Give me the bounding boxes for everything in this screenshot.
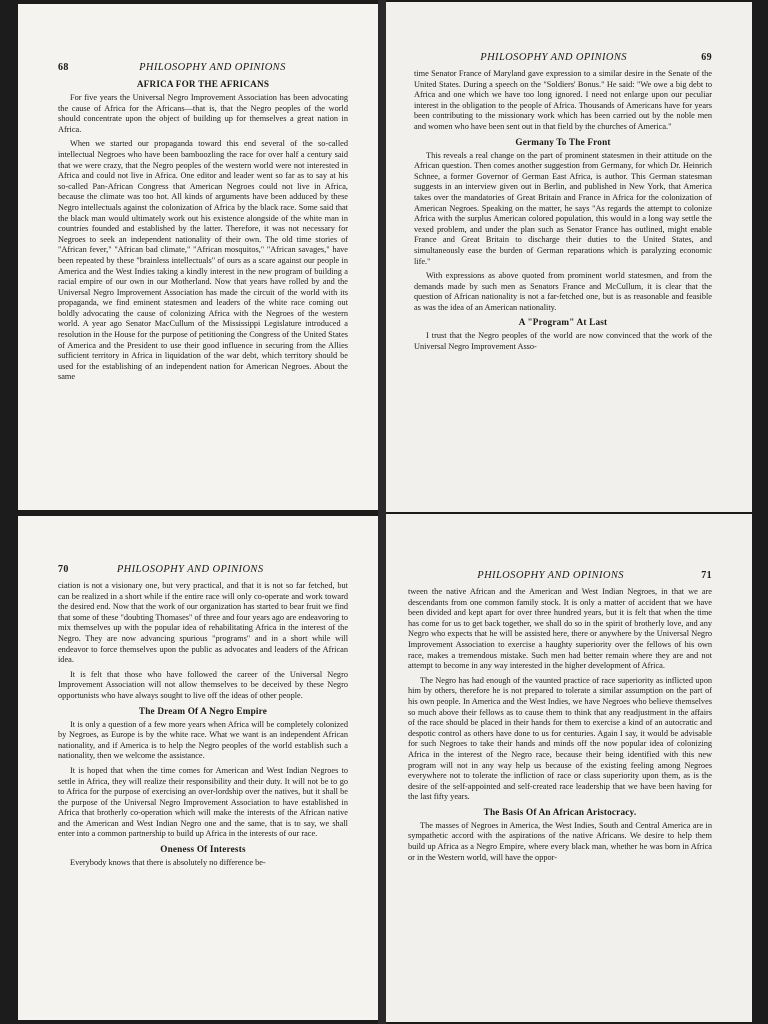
page-number: 71 <box>701 570 712 581</box>
paragraph: The Negro has had enough of the vaunted practice of race superiority as inflicted upon him by others, therefore he is not prepared to tolerate a similar assumption on the part of his own people. In America and the West Indies, we have Negroes who believe themselves so much above their fellows as to cause them to think that any readjustment in the affairs of the race should be placed in their hands for them to exercise a kind of an autocratic and despotic control as others have done to us for centuries. Again I say, it would be advisable for such Negroes to take their hands and minds off the now popular idea of colonizing Africa in the interest of the Negro race, because their being identified with this new program will not in any way help us because of the existing feeling among Negroes everywhere not to tolerate the infliction of race or class superiority upon them, as is the desire of the self-appointed and self-created race leadership that we have been having for the last fifty years. <box>408 675 712 802</box>
book-page-69 <box>386 2 752 512</box>
paragraph: time Senator France of Maryland gave expression to a similar desire in the Senate of the United States. During a speech on the "Soldiers' Bonus." He said: "We owe a big debt to Africa and one which we have too long ignored. I need not enlarge upon our peculiar interest in the obligation to the people of Africa. Thousands of Americans have for years been contributing to the missionary work which has been carried out by the noble men and women who have been sent out in that field by the churches of America." <box>414 69 712 131</box>
running-title: PHILOSOPHY AND OPINIONS <box>480 52 627 63</box>
paragraph: When we started our propaganda toward this end several of the so-called intellectual Negroes who have been bamboozling the race for over half a century said that we were crazy, that the Negro peoples of the western world were not interested in Africa and could not live in Africa. One editor and leader went so far as to say at his so-called Pan-African Congress that American Negroes could not live in Africa, because the climate was too hot. All kinds of arguments have been adduced by these Negro intellectuals against the colonization of Africa by the black race. Some said that the black man would ultimately work out his existence alongside of the white man in countries founded and established by the latter. Therefore, it was not necessary for Negroes to seek an independent nationality of their own. The old time stories of "African fever," "African bad climate," "African mosquitos," "African savages," have been repeated by these "brainless intellectuals" of ours as a scare against our people in America and the West Indies taking a kindly interest in the new program of building a racial empire of our own in our Motherland. Now that years have rolled by and the Universal Negro Improvement Association has made the circuit of the world with its propaganda, we find eminent statesmen and leaders of the white race coming out boldly advocating the cause of colonizing Africa with the Negroes of the western world. A year ago Senator MacCullum of the Mississippi Legislature introduced a resolution in the House for the purpose of petitioning the Congress of the United States of America and the President to use their good influence in securing from the Allies sufficient territory in Africa in liquidation of the war debt, which territory should be used for the establishing of an independent nation for American Negroes. About the same <box>58 139 348 382</box>
section-heading: A "Program" At Last <box>518 317 608 328</box>
section-heading: The Dream Of A Negro Empire <box>138 705 268 716</box>
paragraph: With expressions as above quoted from prominent world statesmen, and from the demands made by such men as Senators France and McCullum, it is clear that the question of African nationality is not a far-fetched one, but is as reasonable and feasible as was the idea of an American nationality. <box>414 271 712 312</box>
paragraph: It is felt that those who have followed the career of the Universal Negro Improvement Association will not allow themselves to be deceived by these Negro opportunists who have always sought to live off the ideas of other people. <box>58 669 348 700</box>
page-header <box>408 570 712 581</box>
paragraph: ciation is not a visionary one, but very practical, and that it is not so far fetched, but can be realized in a short while if the entire race will only co-operate and work toward the desired end. Now that the work of our organization has started to bear fruit we find that some of these "doubting Thomases" of three and four years ago are endeavoring to mix themselves up with the popular idea of rehabilitating Africa in the interest of the Negro. They are now advancing spurious "programs" and in a short while will endeavor to force themselves upon the public as advocates and leaders of the African idea. <box>58 581 348 665</box>
paragraph: Everybody knows that there is absolutely no difference be- <box>70 858 266 868</box>
section-heading: Germany To The Front <box>515 136 611 147</box>
page-header <box>58 564 348 575</box>
paragraph: The masses of Negroes in America, the West Indies, South and Central America are in sympathetic accord with the aspirations of the native Africans. We desire to help them build up Africa as a Negro Empire, where every black man, whether he was born in Africa or in the Western world, will have the oppor- <box>408 820 712 862</box>
book-page-71 <box>386 514 752 1022</box>
paragraph: This reveals a real change on the part of prominent statesmen in their attitude on the African question. Then comes another suggestion from Germany, for which Dr. Heinrich Schnee, a former Governor of German East Africa, is author. This German statesman suggests in an interview given out in Berlin, and published in New York, that America takes over the mandatories of Great Britain and France in Africa for the colonization of American Negroes. Speaking on the matter, he says "As regards the attempt to colonize Africa with the surplus American colored population, this would in a long way settle the vexed problem, and under the plan such as Senator France has outlined, might enable France and Great Britain to discharge their duties to the United States, and simultaneously ease the burden of German reparations which is paralyzing economic life." <box>414 150 712 266</box>
book-page-70 <box>18 516 378 1020</box>
section-heading: Oneness Of Interests <box>160 844 246 855</box>
paragraph: I trust that the Negro peoples of the world are now convinced that the work of the Universal Negro Improvement Asso- <box>414 331 712 352</box>
book-gutter-top <box>378 0 386 512</box>
paragraph: It is only a question of a few more years when Africa will be completely colonized by Negroes, as Europe is by the white race. What we want is an independent African nationality, and if America is to help the Negro peoples of the world establish such a nationality, then we welcome the assistance. <box>58 719 348 761</box>
running-title: PHILOSOPHY AND OPINIONS <box>116 564 264 575</box>
running-title: PHILOSOPHY AND OPINIONS <box>477 570 624 581</box>
paragraph: It is hoped that when the time comes for American and West Indian Negroes to settle in Africa, they will realize their responsibility and their duty. It will not be to go to Africa for the purpose of exercising an over-lordship over the natives, but it shall be the purpose of the Universal Negro Improvement Association to have established in Africa that brotherly co-operation which will make the interests of the African native and the American and West Indian Negro one and the same, that is to say, we shall enter into a common partnership to build up Africa in the interests of our race. <box>58 765 348 839</box>
book-page-68 <box>18 4 378 510</box>
page-number: 69 <box>701 52 712 63</box>
section-heading: The Basis Of An African Aristocracy. <box>483 806 637 817</box>
running-title: PHILOSOPHY AND OPINIONS <box>139 62 286 73</box>
page-header <box>58 62 348 73</box>
section-heading: AFRICA FOR THE AFRICANS <box>136 79 270 89</box>
paragraph: tween the native African and the American and West Indian Negroes, in that we are descendants from one common family stock. It is only a matter of accident that we have been divided and kept apart for over three hundred years, but it is felt that when the time has come for us to get back together, we shall do so in the spirit of brotherly love, and any Negro who expects that he will be assisted here, there or anywhere by the Universal Negro Improvement Association to exercise a haughty superiority over the fellows of his own race, makes a tremendous mistake. Such men had better remain where they are and not attempt to become in any way interested in the higher development of Africa. <box>408 587 712 671</box>
page-header <box>414 52 712 63</box>
paragraph: For five years the Universal Negro Improvement Association has been advocating the cause of Africa for the Africans—that is, that the Negro peoples of the world should concentrate upon the object of building up for themselves a great nation in Africa. <box>58 93 348 134</box>
page-number: 70 <box>58 564 69 575</box>
book-gutter-bottom <box>378 512 386 1024</box>
page-number: 68 <box>58 62 69 73</box>
